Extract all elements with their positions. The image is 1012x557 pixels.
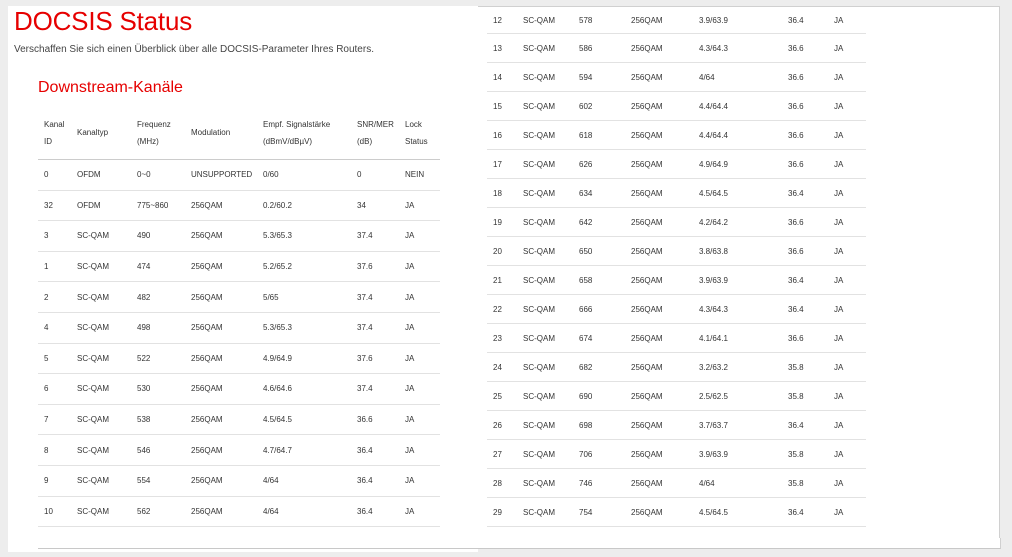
cell-power: 4/64 (693, 469, 782, 498)
cell-mod: 256QAM (625, 7, 693, 34)
cell-id: 4 (38, 312, 71, 343)
cell-mod: 256QAM (625, 295, 693, 324)
header-kanal-id: Kanal ID (38, 106, 71, 160)
cell-id: 8 (38, 435, 71, 466)
table-row (487, 440, 866, 469)
cell-power: 3.9/63.9 (693, 266, 782, 295)
cell-type: SC-QAM (71, 221, 131, 252)
table-row (487, 121, 866, 150)
cell-power: 4.2/64.2 (693, 208, 782, 237)
cell-type: OFDM (71, 190, 131, 221)
cell-power: 4/64 (257, 465, 351, 496)
cell-type: SC-QAM (517, 295, 573, 324)
table-row (38, 160, 440, 191)
cell-id: 18 (487, 179, 517, 208)
cell-type: SC-QAM (517, 150, 573, 179)
cell-freq: 706 (573, 440, 625, 469)
cell-snr: 35.8 (782, 353, 828, 382)
cell-lock: JA (828, 266, 866, 295)
cell-freq: 0~0 (131, 160, 185, 191)
cell-snr: 36.6 (782, 208, 828, 237)
cell-id: 5 (38, 343, 71, 374)
cell-lock: JA (828, 34, 866, 63)
cell-mod: 256QAM (185, 496, 257, 527)
cell-freq: 498 (131, 312, 185, 343)
cell-power: 4.3/64.3 (693, 295, 782, 324)
downstream-table-continued (487, 7, 866, 527)
cell-power: 5.3/65.3 (257, 221, 351, 252)
table-row (38, 465, 440, 496)
cell-id: 1 (38, 251, 71, 282)
cell-power: 0/60 (257, 160, 351, 191)
cell-lock: JA (828, 7, 866, 34)
cell-snr: 37.6 (351, 343, 399, 374)
cell-mod: 256QAM (625, 121, 693, 150)
table-row (38, 251, 440, 282)
cell-type: SC-QAM (517, 324, 573, 353)
table-row (38, 435, 440, 466)
cell-mod: 256QAM (625, 150, 693, 179)
cell-freq: 626 (573, 150, 625, 179)
cell-snr: 36.6 (782, 63, 828, 92)
cell-freq: 666 (573, 295, 625, 324)
cell-mod: 256QAM (625, 411, 693, 440)
downstream-table-continued-body (487, 7, 866, 527)
cell-mod: 256QAM (625, 382, 693, 411)
table-row (38, 312, 440, 343)
header-modulation: Modulation (185, 106, 257, 160)
table-row (38, 374, 440, 405)
cell-type: SC-QAM (517, 382, 573, 411)
cell-freq: 658 (573, 266, 625, 295)
cell-id: 13 (487, 34, 517, 63)
cell-snr: 35.8 (782, 440, 828, 469)
cell-snr: 37.4 (351, 312, 399, 343)
cell-id: 15 (487, 92, 517, 121)
cell-type: SC-QAM (517, 34, 573, 63)
cell-type: SC-QAM (517, 498, 573, 527)
table-row (487, 34, 866, 63)
cell-mod: 256QAM (625, 208, 693, 237)
cell-lock: JA (399, 312, 440, 343)
cell-snr: 36.4 (782, 295, 828, 324)
cell-id: 6 (38, 374, 71, 405)
cell-lock: JA (828, 237, 866, 266)
cell-type: SC-QAM (517, 121, 573, 150)
table-row (487, 208, 866, 237)
cell-snr: 36.4 (782, 266, 828, 295)
cell-type: SC-QAM (71, 496, 131, 527)
cell-freq: 682 (573, 353, 625, 382)
cell-snr: 36.4 (351, 435, 399, 466)
header-snr-mer: SNR/MER (dB) (351, 106, 399, 160)
cell-power: 3.9/63.9 (693, 7, 782, 34)
cell-mod: 256QAM (185, 465, 257, 496)
cell-snr: 36.4 (351, 496, 399, 527)
table-row (487, 179, 866, 208)
cell-lock: JA (399, 435, 440, 466)
cell-id: 0 (38, 160, 71, 191)
cell-mod: 256QAM (185, 312, 257, 343)
table-row (487, 7, 866, 34)
cell-power: 4.9/64.9 (693, 150, 782, 179)
cell-lock: JA (828, 353, 866, 382)
cell-freq: 634 (573, 179, 625, 208)
cell-snr: 36.6 (782, 121, 828, 150)
cell-lock: JA (828, 382, 866, 411)
cell-type: SC-QAM (517, 63, 573, 92)
cell-snr: 37.4 (351, 221, 399, 252)
cell-type: OFDM (71, 160, 131, 191)
cell-lock: JA (828, 469, 866, 498)
cell-snr: 36.6 (351, 404, 399, 435)
cell-id: 2 (38, 282, 71, 313)
cell-id: 23 (487, 324, 517, 353)
cell-power: 4/64 (693, 63, 782, 92)
cell-lock: JA (399, 465, 440, 496)
cell-snr: 36.4 (782, 498, 828, 527)
cell-snr: 35.8 (782, 469, 828, 498)
cell-freq: 546 (131, 435, 185, 466)
table-row (487, 353, 866, 382)
cell-id: 20 (487, 237, 517, 266)
cell-lock: JA (828, 498, 866, 527)
cell-freq: 482 (131, 282, 185, 313)
cell-power: 3.2/63.2 (693, 353, 782, 382)
cell-id: 24 (487, 353, 517, 382)
cell-power: 4.7/64.7 (257, 435, 351, 466)
cell-mod: 256QAM (185, 374, 257, 405)
cell-type: SC-QAM (517, 440, 573, 469)
cell-freq: 538 (131, 404, 185, 435)
cell-snr: 36.4 (782, 411, 828, 440)
cell-mod: 256QAM (185, 435, 257, 466)
cell-type: SC-QAM (517, 266, 573, 295)
cell-freq: 530 (131, 374, 185, 405)
cell-id: 16 (487, 121, 517, 150)
cell-mod: 256QAM (625, 92, 693, 121)
cell-id: 27 (487, 440, 517, 469)
cell-lock: JA (828, 324, 866, 353)
cell-freq: 690 (573, 382, 625, 411)
cell-mod: 256QAM (625, 34, 693, 63)
cell-power: 4/64 (257, 496, 351, 527)
header-frequenz: Frequenz (MHz) (131, 106, 185, 160)
cell-type: SC-QAM (71, 251, 131, 282)
cell-id: 32 (38, 190, 71, 221)
cell-power: 2.5/62.5 (693, 382, 782, 411)
cell-freq: 775~860 (131, 190, 185, 221)
cell-power: 0.2/60.2 (257, 190, 351, 221)
cell-mod: 256QAM (625, 440, 693, 469)
cell-snr: 36.6 (782, 92, 828, 121)
cell-power: 4.6/64.6 (257, 374, 351, 405)
cell-power: 4.5/64.5 (257, 404, 351, 435)
header-signalstaerke: Empf. Signalstärke (dBmV/dBµV) (257, 106, 351, 160)
table-row (487, 382, 866, 411)
cell-mod: 256QAM (185, 221, 257, 252)
cell-mod: UNSUPPORTED (185, 160, 257, 191)
cell-mod: 256QAM (185, 343, 257, 374)
downstream-section-title: Downstream-Kanäle (38, 79, 183, 96)
cell-lock: JA (828, 63, 866, 92)
table-row (38, 496, 440, 527)
cell-power: 4.4/64.4 (693, 92, 782, 121)
cell-snr: 36.6 (782, 34, 828, 63)
cell-power: 3.7/63.7 (693, 411, 782, 440)
header-lock-status: Lock Status (399, 106, 440, 160)
cell-lock: JA (399, 343, 440, 374)
table-row (487, 469, 866, 498)
cell-lock: JA (399, 374, 440, 405)
cell-type: SC-QAM (517, 353, 573, 382)
cell-power: 3.8/63.8 (693, 237, 782, 266)
cell-freq: 698 (573, 411, 625, 440)
cell-freq: 490 (131, 221, 185, 252)
cell-id: 7 (38, 404, 71, 435)
cell-power: 4.5/64.5 (693, 179, 782, 208)
cell-freq: 650 (573, 237, 625, 266)
cell-snr: 36.6 (782, 237, 828, 266)
cell-freq: 554 (131, 465, 185, 496)
cell-lock: JA (828, 411, 866, 440)
cell-mod: 256QAM (185, 251, 257, 282)
cell-mod: 256QAM (185, 404, 257, 435)
cell-lock: JA (828, 150, 866, 179)
cell-freq: 618 (573, 121, 625, 150)
cell-snr: 34 (351, 190, 399, 221)
cell-power: 4.1/64.1 (693, 324, 782, 353)
table-row (487, 498, 866, 527)
cell-lock: JA (399, 282, 440, 313)
cell-id: 10 (38, 496, 71, 527)
cell-snr: 37.6 (351, 251, 399, 282)
cell-snr: 37.4 (351, 374, 399, 405)
cell-mod: 256QAM (625, 324, 693, 353)
cell-lock: JA (828, 208, 866, 237)
table-row (38, 404, 440, 435)
cell-power: 5.3/65.3 (257, 312, 351, 343)
table-row (38, 221, 440, 252)
cell-type: SC-QAM (517, 237, 573, 266)
cell-id: 29 (487, 498, 517, 527)
cell-lock: JA (828, 121, 866, 150)
cell-freq: 754 (573, 498, 625, 527)
cell-snr: 35.8 (782, 382, 828, 411)
cell-lock: JA (399, 251, 440, 282)
cell-id: 3 (38, 221, 71, 252)
cell-lock: JA (399, 190, 440, 221)
cell-type: SC-QAM (517, 179, 573, 208)
cell-freq: 746 (573, 469, 625, 498)
cell-mod: 256QAM (185, 190, 257, 221)
page-bottom-border (38, 538, 1001, 549)
cell-power: 3.9/63.9 (693, 440, 782, 469)
cell-id: 25 (487, 382, 517, 411)
cell-lock: JA (828, 92, 866, 121)
cell-lock: JA (399, 404, 440, 435)
cell-mod: 256QAM (625, 353, 693, 382)
cell-power: 5/65 (257, 282, 351, 313)
table-row (487, 63, 866, 92)
table-header-row (38, 106, 440, 160)
cell-freq: 562 (131, 496, 185, 527)
cell-freq: 642 (573, 208, 625, 237)
cell-snr: 36.4 (782, 7, 828, 34)
cell-power: 4.5/64.5 (693, 498, 782, 527)
cell-type: SC-QAM (71, 404, 131, 435)
cell-snr: 36.6 (782, 150, 828, 179)
cell-type: SC-QAM (517, 92, 573, 121)
cell-mod: 256QAM (625, 179, 693, 208)
table-row (487, 266, 866, 295)
cell-id: 19 (487, 208, 517, 237)
cell-snr: 36.6 (782, 324, 828, 353)
cell-id: 28 (487, 469, 517, 498)
cell-freq: 522 (131, 343, 185, 374)
cell-type: SC-QAM (517, 411, 573, 440)
cell-mod: 256QAM (625, 237, 693, 266)
cell-freq: 474 (131, 251, 185, 282)
cell-mod: 256QAM (185, 282, 257, 313)
cell-lock: JA (828, 440, 866, 469)
cell-mod: 256QAM (625, 498, 693, 527)
cell-lock: JA (399, 496, 440, 527)
cell-id: 22 (487, 295, 517, 324)
cell-freq: 578 (573, 7, 625, 34)
cell-id: 26 (487, 411, 517, 440)
cell-power: 4.3/64.3 (693, 34, 782, 63)
cell-lock: JA (399, 221, 440, 252)
cell-type: SC-QAM (517, 7, 573, 34)
cell-freq: 594 (573, 63, 625, 92)
page-subtitle: Verschaffen Sie sich einen Überblick über alle DOCSIS-Parameter Ihres Routers. (14, 44, 374, 55)
table-row (38, 343, 440, 374)
cell-lock: JA (828, 295, 866, 324)
cell-id: 14 (487, 63, 517, 92)
cell-snr: 36.4 (351, 465, 399, 496)
cell-power: 5.2/65.2 (257, 251, 351, 282)
table-row (487, 92, 866, 121)
cell-id: 9 (38, 465, 71, 496)
cell-id: 17 (487, 150, 517, 179)
cell-type: SC-QAM (71, 282, 131, 313)
cell-id: 21 (487, 266, 517, 295)
cell-power: 4.9/64.9 (257, 343, 351, 374)
cell-lock: NEIN (399, 160, 440, 191)
cell-type: SC-QAM (71, 343, 131, 374)
cell-mod: 256QAM (625, 266, 693, 295)
table-row (38, 282, 440, 313)
table-row (487, 150, 866, 179)
cell-type: SC-QAM (71, 435, 131, 466)
cell-snr: 36.4 (782, 179, 828, 208)
cell-type: SC-QAM (517, 469, 573, 498)
cell-type: SC-QAM (517, 208, 573, 237)
header-kanaltyp: Kanaltyp (71, 106, 131, 160)
cell-freq: 602 (573, 92, 625, 121)
table-row (487, 237, 866, 266)
table-row (487, 295, 866, 324)
cell-mod: 256QAM (625, 63, 693, 92)
cell-type: SC-QAM (71, 374, 131, 405)
page-title: DOCSIS Status (14, 6, 193, 36)
table-row (487, 324, 866, 353)
downstream-table (38, 106, 440, 552)
cell-freq: 674 (573, 324, 625, 353)
cell-lock: JA (828, 179, 866, 208)
cell-type: SC-QAM (71, 312, 131, 343)
cell-type: SC-QAM (71, 465, 131, 496)
cell-freq: 586 (573, 34, 625, 63)
table-row (487, 411, 866, 440)
table-row (38, 190, 440, 221)
left-panel (8, 6, 478, 552)
cell-snr: 37.4 (351, 282, 399, 313)
right-panel (478, 6, 1000, 540)
cell-snr: 0 (351, 160, 399, 191)
cell-id: 12 (487, 7, 517, 34)
downstream-table-body (38, 160, 440, 553)
cell-power: 4.4/64.4 (693, 121, 782, 150)
cell-mod: 256QAM (625, 469, 693, 498)
